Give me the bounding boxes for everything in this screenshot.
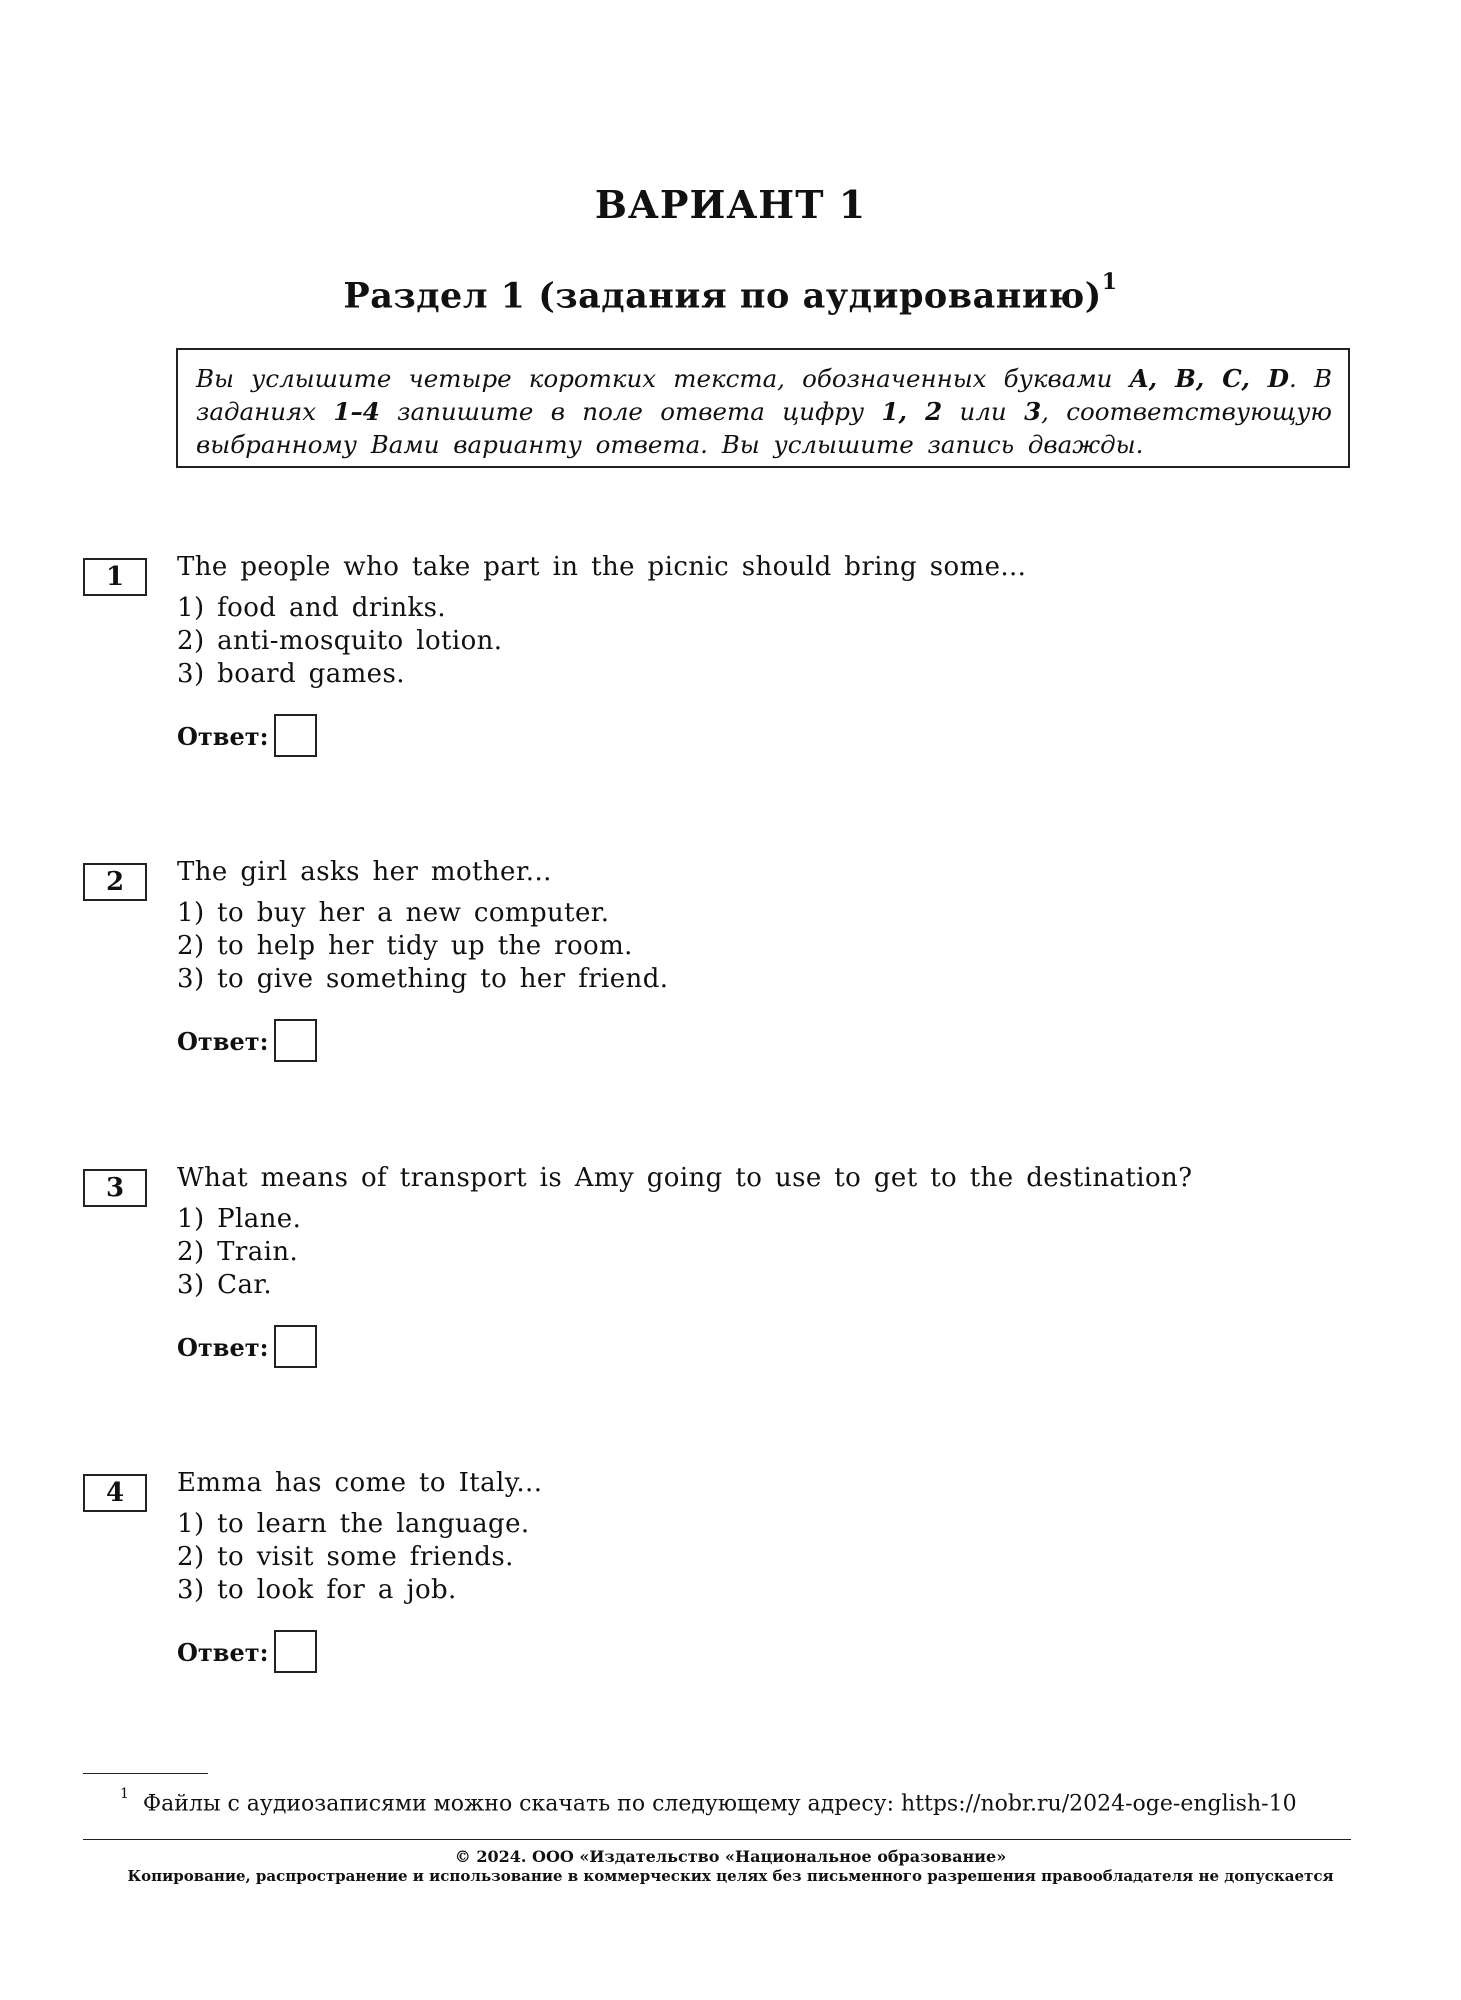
answer-label: Ответ: — [177, 1638, 269, 1667]
instructions-text-1: Вы услышите четыре коротких текста, обозначенных буквами — [196, 364, 1130, 393]
task-number: 2 — [83, 863, 147, 901]
instructions-text-5: , соответствующую выбранному Вами варианту ответа. Вы услышите запись дважды. — [196, 397, 1332, 459]
copyright-line: © 2024. ООО «Издательство «Национальное образование» — [454, 1847, 1007, 1866]
option-2: 2) Train. — [177, 1237, 299, 1267]
option-1: 1) to buy her a new computer. — [177, 898, 610, 928]
task-options — [177, 897, 668, 996]
option-2: 2) to visit some friends. — [177, 1542, 514, 1572]
task-options — [177, 592, 502, 691]
instructions-digit-3: 3 — [1024, 397, 1042, 426]
option-1: 1) Plane. — [177, 1204, 302, 1234]
task-question: The girl asks her mother... — [177, 857, 552, 887]
footnote-text: Файлы с аудиозаписями можно скачать по следующему адресу: https://nobr.ru/2024-oge-english-10 — [142, 1791, 1297, 1817]
answer-box[interactable] — [274, 1630, 317, 1673]
footer-divider — [83, 1839, 1351, 1840]
instructions-text-3: запишите в поле ответа цифру — [379, 397, 882, 426]
option-1: 1) to learn the language. — [177, 1509, 530, 1539]
instructions-text-2: . В заданиях — [196, 364, 1332, 426]
task-number: 4 — [83, 1474, 147, 1512]
answer-box[interactable] — [274, 714, 317, 757]
task-question: Emma has come to Italy... — [177, 1468, 543, 1498]
task-question: The people who take part in the picnic should bring some... — [177, 552, 1027, 582]
task-number: 1 — [83, 558, 147, 596]
instructions-box — [176, 348, 1350, 468]
copy-notice: Копирование, распространение и использование в коммерческих целях без письменного разрешения правообладателя не допускается — [127, 1867, 1334, 1885]
answer-label: Ответ: — [177, 722, 269, 751]
task-number: 3 — [83, 1169, 147, 1207]
task-options — [177, 1508, 530, 1607]
instructions-range: 1–4 — [333, 397, 380, 426]
answer-label: Ответ: — [177, 1333, 269, 1362]
answer-label: Ответ: — [177, 1027, 269, 1056]
option-2: 2) to help her tidy up the room. — [177, 931, 633, 961]
option-2: 2) anti-mosquito lotion. — [177, 626, 503, 656]
section-footnote-mark: 1 — [1101, 269, 1118, 295]
section-title — [0, 269, 1461, 317]
instructions-letters: A, B, C, D — [1129, 364, 1290, 393]
option-3: 3) Car. — [177, 1270, 272, 1300]
variant-title: ВАРИАНТ 1 — [594, 182, 867, 227]
instructions-digits: 1, 2 — [881, 397, 943, 426]
option-3: 3) board games. — [177, 659, 405, 689]
task-question: What means of transport is Amy going to use to get to the destination? — [177, 1163, 1193, 1193]
answer-box[interactable] — [274, 1325, 317, 1368]
footnote-divider — [83, 1773, 208, 1774]
task-options — [177, 1203, 301, 1302]
option-3: 3) to look for a job. — [177, 1575, 457, 1605]
footnote — [120, 1786, 1297, 1817]
footnote-mark: 1 — [120, 1786, 129, 1802]
answer-box[interactable] — [274, 1019, 317, 1062]
option-1: 1) food and drinks. — [177, 593, 447, 623]
section-title-text: Раздел 1 (задания по аудированию) — [343, 275, 1102, 317]
instructions-text-4: или — [942, 397, 1025, 426]
option-3: 3) to give something to her friend. — [177, 964, 669, 994]
